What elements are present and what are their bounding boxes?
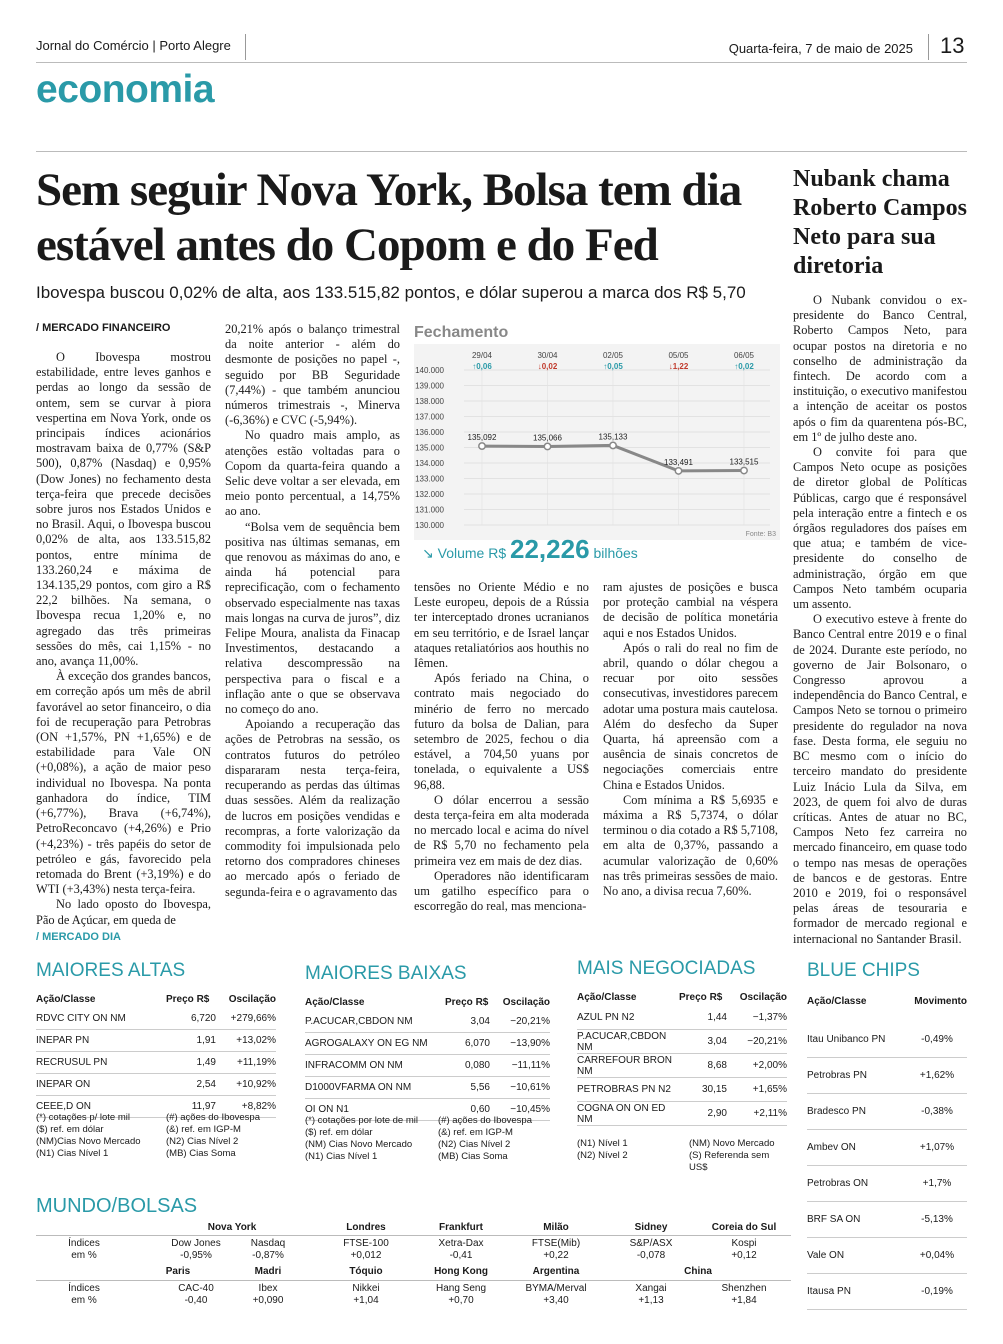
issue-date: Quarta-feira, 7 de maio de 2025 xyxy=(728,41,913,56)
table-row: Vale ON +0,04% xyxy=(807,1238,967,1274)
index-value: +0,090 xyxy=(252,1295,284,1306)
subheadline: Ibovespa buscou 0,02% de alta, aos 133.515,82 pontos, e dólar superou a marca dos R$ 5,70 xyxy=(36,283,746,302)
chart-source: Fonte: B3 xyxy=(745,531,776,538)
table-header: Ação/Classe Movimento xyxy=(807,995,967,1007)
index-value: +1,84 xyxy=(731,1295,757,1306)
index-name: Shenzhen xyxy=(721,1283,767,1294)
index-value: -0,87% xyxy=(252,1250,284,1261)
paragraph: ram ajustes de posições e busca por proteção cambial na véspera de decisão de política monetária aqui e nos Estados Unidos. xyxy=(603,580,778,640)
paragraph: Após o rali do real no fim de abril, quando o dólar chegou a recuar por oito sessões consecutivas, investidores parecem adotar uma postura mais cautelosa. Além do desfecho da Super Quarta, há apreensão com a ausência de sinais concretos de negociações comerciais entre China e Estados Unidos. xyxy=(603,640,778,792)
table-row: RECRUSUL PN 1,49 +11,19% xyxy=(36,1052,276,1074)
paragraph: O dólar encerrou a sessão desta terça-feira em alta moderada no mercado local e acima do nível de R$ 5,70 no fechamento pela primeira vez em mais de dez dias. xyxy=(414,792,589,868)
table-notes: (N1) Nível 1 (N2) Nível 2 xyxy=(577,1138,628,1161)
market-region: Paris xyxy=(165,1266,191,1277)
table-row: Itau Unibanco PN -0,49% xyxy=(807,1022,967,1058)
table-row: CARREFOUR BRON NM 8,68 +2,00% xyxy=(577,1054,787,1077)
data-point xyxy=(544,443,550,449)
index-value: +0,012 xyxy=(350,1250,382,1261)
table-row: AGROGALAXY ON EG NM 6,070 −13,90% xyxy=(305,1033,550,1055)
y-tick-label: 138.000 xyxy=(415,397,444,406)
x-tick-label: 05/05 xyxy=(668,351,689,360)
table-title: MAIORES ALTAS xyxy=(36,960,186,981)
y-tick-label: 131.000 xyxy=(415,505,444,515)
table-row: PETROBRAS PN N2 30,15 +1,65% xyxy=(577,1078,787,1102)
index-name: Xangai xyxy=(635,1283,667,1294)
table-row: CEEE,D ON 11,97 +8,82% xyxy=(36,1096,276,1118)
data-point xyxy=(741,467,747,473)
table-row: RDVC CITY ON NM 6,720 +279,66% xyxy=(36,1008,276,1030)
change-label: ↑0,06 xyxy=(472,362,492,371)
table-row: INEPAR PN 1,91 +13,02% xyxy=(36,1030,276,1052)
volume-readout xyxy=(422,534,638,565)
article-column-1 xyxy=(36,350,211,928)
market-region: Sidney xyxy=(634,1222,668,1233)
table-notes: (#) ações do Ibovespa (&) ref. em IGP-M (N2) Cias Nível 2 (MB) Cias Soma xyxy=(166,1112,261,1159)
table-row: D1000VFARMA ON NM 5,56 −10,61% xyxy=(305,1077,550,1099)
table-blue-chips xyxy=(807,960,967,1305)
data-point xyxy=(675,468,681,474)
table-row: BRF SA ON -5,13% xyxy=(807,1202,967,1238)
table-row: Itausa PN -0,19% xyxy=(807,1274,967,1310)
index-name: FTSE(Mib) xyxy=(531,1238,581,1249)
indices-label: Índices xyxy=(68,1238,100,1249)
article-column-4 xyxy=(603,580,778,899)
paragraph: 20,21% após o balanço trimestral da noite anterior - além do desmonte de posições no papel -, seguido por BB Seguridade (7,44%) - que também anunciou números trimestrais -, Minerva (-6,36%) e CVC (-5,94%). xyxy=(225,322,400,428)
index-value: -0,95% xyxy=(180,1250,212,1261)
index-name: CAC-40 xyxy=(178,1283,214,1294)
y-tick-label: 130.000 xyxy=(415,521,444,530)
index-value: -0,40 xyxy=(184,1295,208,1306)
table-maiores-baixas xyxy=(305,963,550,1173)
table-row: INFRACOMM ON NM 0,080 −11,11% xyxy=(305,1055,550,1077)
table-header: Ação/Classe Preço R$ Oscilação xyxy=(36,993,276,1005)
table-row: AZUL PN N2 1,44 −1,37% xyxy=(577,1006,787,1030)
data-label: 135,133 xyxy=(598,432,628,442)
index-value: +3,40 xyxy=(543,1295,569,1306)
index-name: Ibex xyxy=(258,1283,278,1294)
index-name: Hang Seng xyxy=(435,1283,487,1294)
header-divider xyxy=(245,34,246,60)
table-row: Petrobras ON +1,7% xyxy=(807,1166,967,1202)
paragraph: O Nubank convidou o ex-presidente do Banco Central, Roberto Campos Neto, para ocupar postos na diretoria e no conselho de administração da fintech. De acordo com a instituição, o executivo manifestou a intenção de aceitar os postos após o fim da quarentena pós-BC, em 1º de julho deste ano. xyxy=(793,293,967,444)
index-value: -0,078 xyxy=(636,1250,666,1261)
market-region: Milão xyxy=(543,1222,569,1233)
table-title: MAIS NEGOCIADAS xyxy=(577,958,756,979)
table-row: OI ON N1 0,60 −10,45% xyxy=(305,1099,550,1121)
page-number: 13 xyxy=(940,33,965,58)
paragraph: tensões no Oriente Médio e no Leste europeu, depois de a Rússia ter interceptado drones ucranianos em seu território, e de Israel lançar ataques retaliatórios aos houthis no Iêmen. xyxy=(414,580,589,671)
market-region: Frankfurt xyxy=(439,1222,483,1233)
y-tick-label: 133.000 xyxy=(415,474,444,484)
paragraph: “Bolsa vem de sequência bem positiva nas últimas semanas, em que renovou as máximas do ano, e ainda há potencial para reprecificação, com o fechamento observado especialmente nas taxas mais longas na curva de juros”, diz Felipe Moura, analista da Finacap Investimentos, destacando a relativa descompressão na perspectiva para o fiscal e a inflação ante o que se observava no começo do ano. xyxy=(225,519,400,717)
sidebar-body xyxy=(793,293,967,947)
x-tick-label: 30/04 xyxy=(537,351,558,360)
y-tick-label: 136.000 xyxy=(415,428,444,437)
section-rule xyxy=(36,151,967,152)
data-point xyxy=(479,443,485,449)
chart-title: Fechamento xyxy=(414,324,509,341)
newspaper-name: Jornal do Comércio | Porto Alegre xyxy=(36,38,231,53)
table-notes: (#) ações do Ibovespa (&) ref. em IGP-M (N2) Cias Nível 2 (MB) Cias Soma xyxy=(438,1115,533,1162)
paragraph: Operadores não identificaram um gatilho específico para o escorregão do real, mas menciona- xyxy=(414,868,589,914)
paragraph: Com mínima a R$ 5,6935 e máxima a R$ 5,7374, o dólar terminou o dia cotado a R$ 5,7108, em alta de 0,37%, passando a acumular valorização de 0,60% nas três primeiras sessões de maio. No ano, a divisa recua 7,60%. xyxy=(603,792,778,899)
change-label: ↑0,05 xyxy=(603,362,623,371)
market-region: Argentina xyxy=(532,1266,580,1277)
index-value: +0,22 xyxy=(543,1250,569,1261)
market-region: Coreia do Sul xyxy=(711,1222,777,1233)
sidebar-headline: Nubank chama Roberto Campos Neto para sua diretoria xyxy=(793,166,967,279)
table-row: P.ACUCAR,CBDON NM 3,04 −20,21% xyxy=(305,1011,550,1033)
market-region: Londres xyxy=(346,1222,386,1233)
paragraph: O convite foi para que Campos Neto ocupe as posições de diretor global de Políticas Públicas, cargo que é responsável pela interação entre a fintech e os órgãos reguladores dos países em que atua; e também de vice-presidente do conselho de administração, órgão em que Campos Neto também ocuparia um assento. xyxy=(793,445,967,612)
table-row: Bradesco PN -0,38% xyxy=(807,1094,967,1130)
index-value: +1,04 xyxy=(353,1295,379,1306)
paragraph: O executivo esteve à frente do Banco Central entre 2019 e o final de 2024. Durante este período, no governo de Jair Bolsonaro, o Congresso aprovou a independência do Banco Central, e Campos Neto se tornou o primeiro presidente do regulador na nova fase. Desta forma, ele seguiu no BC mesmo com o início do terceiro mandato do presidente Luiz Inácio Lula da Silva, em 2023, de quem foi alvo de duras críticas. Antes de atuar no BC, Campos Neto fez carreira no mercado financeiro, em quase todo o tempo nas mesas de operações de bancos e de gestoras. Entre 2010 e 2019, foi o responsável pelas áreas de tesouraria e formador de mercado regional e internacional no Santander Brasil. xyxy=(793,612,967,946)
index-name: FTSE-100 xyxy=(343,1238,389,1249)
y-tick-label: 140.000 xyxy=(415,366,444,375)
data-label: 135,092 xyxy=(467,433,497,443)
index-name: BYMA/Merval xyxy=(525,1283,587,1294)
world-markets-title: MUNDO/BOLSAS xyxy=(36,1195,198,1217)
table-row: INEPAR ON 2,54 +10,92% xyxy=(36,1074,276,1096)
volume-arrow-icon: ↘ xyxy=(422,545,434,561)
y-tick-label: 139.000 xyxy=(415,381,444,391)
market-region: Tóquio xyxy=(349,1266,383,1277)
data-label: 135,066 xyxy=(533,433,562,443)
table-notes: (*) cotações por lote de mil ($) ref. em dólar (NM) Cias Novo Mercado (N1) Cias Nível 1 xyxy=(305,1115,418,1162)
paragraph: Apoiando a recuperação das ações de Petrobras na sessão, os contratos futuros do petróleo dispararam nesta terça-feira, recuperando as perdas das últimas duas sessões. Além da realização de lucros em posições vendidas e recompras, a forte valorização da commodity foi impulsionada pelo retorno dos compradores chineses ao mercado após o feriado de segunda-feira e o agravamento das xyxy=(225,717,400,899)
index-name: S&P/ASX xyxy=(629,1238,673,1249)
volume-value: 22,226 xyxy=(510,534,590,564)
paragraph: O Ibovespa mostrou estabilidade, entre leves ganhos e perdas ao longo da sessão de ontem, sem se curvar à piora vespertina em Nova York, onde os principais índices acionários mostravam baixa de 0,77% (S&P 500), 0,87% (Nasdaq) e 0,95% (Dow Jones) no fechamento desta terça-feira que precede decisões sobre juros nos Estados Unidos e no Brasil. Aqui, o Ibovespa buscou 0,02% de alta, aos 133.515,82 pontos, entre mínima de 133.260,24 e máxima de 134.135,29 pontos, com giro a R$ 22,2 bilhões. Na semana, o Ibovespa recua 1,20% e, no agregado das três primeiras sessões do mês, cai 1,15% - no ano, avança 11,00%. xyxy=(36,350,211,669)
y-tick-label: 132.000 xyxy=(415,490,444,499)
table-row: COGNA ON ON ED NM 2,90 +2,11% xyxy=(577,1102,787,1125)
unit-label: em % xyxy=(71,1250,97,1261)
volume-label: Volume xyxy=(437,545,485,561)
y-tick-label: 134.000 xyxy=(415,459,444,468)
change-label: ↓1,22 xyxy=(668,362,689,371)
article-kicker: / MERCADO FINANCEIRO xyxy=(36,322,171,334)
article-column-2 xyxy=(225,322,400,900)
table-row: Petrobras PN +1,62% xyxy=(807,1058,967,1094)
table-mais-negociadas xyxy=(577,958,787,1173)
table-row: Ambev ON +1,07% xyxy=(807,1130,967,1166)
ibovespa-line-chart xyxy=(414,344,780,540)
paragraph: No lado oposto do Ibovespa, Pão de Açúcar, em queda de xyxy=(36,897,211,927)
market-region: Madri xyxy=(254,1266,282,1277)
paragraph: À exceção dos grandes bancos, em correção após um mês de abril favorável ao setor financeiro, o dia foi de recuperação para Petrobras (ON +1,57%, PN +1,65%) e de estabilidade para Vale ON (+0,08%), a ação de maior peso individual no Ibovespa. Na ponta ganhadora do índice, TIM (+6,77%), Brava (+6,74%), PetroReconcavo (+4,26%) e Prio (+4,23%) - três papéis do setor de petróleo e gás, favorecido pela retomada do Brent (+3,19%) e do WTI (+3,43%) nesta terça-feira. xyxy=(36,669,211,897)
data-point xyxy=(610,442,616,448)
y-tick-label: 135.000 xyxy=(415,443,444,453)
volume-unit: bilhões xyxy=(593,545,638,561)
table-title: MAIORES BAIXAS xyxy=(305,963,467,984)
data-label: 133,491 xyxy=(664,457,693,467)
table-notes: (NM) Novo Mercado (S) Referenda sem US$ xyxy=(689,1138,775,1173)
article-column-3 xyxy=(414,580,589,914)
index-name: Kospi xyxy=(731,1238,757,1249)
y-tick-label: 137.000 xyxy=(415,412,444,422)
data-label: 133,515 xyxy=(729,457,759,467)
change-label: ↑0,02 xyxy=(734,362,754,371)
header-divider xyxy=(928,34,929,60)
index-name: Dow Jones xyxy=(171,1238,221,1249)
paragraph: Após feriado na China, o contrato mais negociado do minério de ferro no mercado futuro da bolsa de Dalian, para setembro de 2025, fechou o dia estável, a 704,50 yuans por tonelada, o equivalente a US$ 96,88. xyxy=(414,671,589,792)
indices-label: Índices xyxy=(68,1283,100,1294)
x-tick-label: 06/05 xyxy=(733,351,755,360)
headline: Sem seguir Nova York, Bolsa tem dia estável antes do Copom e do Fed xyxy=(36,164,742,271)
section-title: economia xyxy=(36,68,215,111)
market-region: Nova York xyxy=(207,1222,257,1233)
market-region: Hong Kong xyxy=(434,1266,488,1277)
x-tick-label: 29/04 xyxy=(471,351,493,360)
market-region: China xyxy=(684,1266,712,1277)
index-name: Nikkei xyxy=(352,1283,380,1294)
table-notes: (*) cotações p/ lote mil ($) ref. em dólar (NM)Cias Novo Mercado (N1) Cias Nível 1 xyxy=(36,1112,141,1159)
index-name: Nasdaq xyxy=(250,1238,286,1249)
table-header: Ação/Classe Preço R$ Oscilação xyxy=(305,996,550,1008)
x-tick-label: 02/05 xyxy=(602,351,624,360)
table-row: P.ACUCAR,CBDON NM 3,04 −20,21% xyxy=(577,1030,787,1053)
table-header: Ação/Classe Preço R$ Oscilação xyxy=(577,991,787,1003)
paragraph: No quadro mais amplo, as atenções estão voltadas para o Copom da quarta-feira quando a Selic deve voltar a ser elevada, em meio ponto percentual, a 14,75% ao ano. xyxy=(225,428,400,519)
world-markets-table xyxy=(36,1220,791,1310)
table-title: BLUE CHIPS xyxy=(807,960,920,981)
index-value: -0,41 xyxy=(449,1250,473,1261)
index-value: +1,13 xyxy=(638,1295,664,1306)
index-value: +0,12 xyxy=(731,1250,757,1261)
header-rule xyxy=(36,62,967,63)
table-maiores-altas xyxy=(36,960,276,1170)
volume-currency: R$ xyxy=(488,545,507,561)
index-value: +0,70 xyxy=(448,1295,474,1306)
market-kicker: / MERCADO DIA xyxy=(36,931,121,943)
index-name: Xetra-Dax xyxy=(438,1238,484,1249)
unit-label: em % xyxy=(71,1295,97,1306)
change-label: ↓0,02 xyxy=(537,362,558,371)
